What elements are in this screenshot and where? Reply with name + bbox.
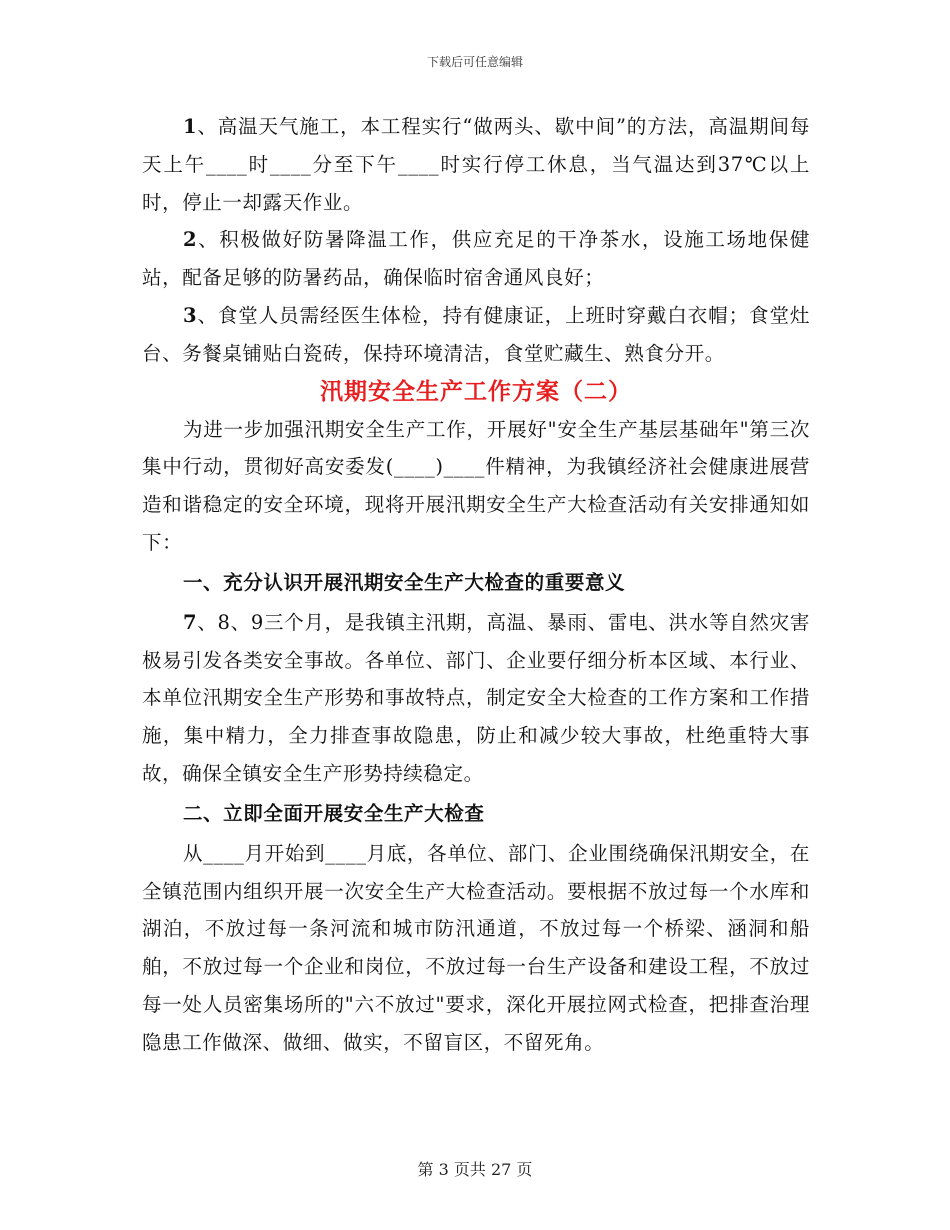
intro-paragraph: 为进一步加强汛期安全生产工作，开展好"安全生产基层基础年"第三次集中行动，贯彻好高安委发(____)____件精神，为我镇经济社会健康进展营造和谐稳定的安全环境，现将开展汛期安全生产大检查活动有关安排通知如下： [142,417,810,554]
item-text: 、食堂人员需经医生体检，持有健康证，上班时穿戴白衣帽；食堂灶台、务餐桌铺贴白瓷砖，保持环境清洁，食堂贮藏生、熟食分开。 [142,303,810,365]
significance-paragraph [142,604,810,793]
item-text: 、高温天气施工，本工程实行“做两头、歇中间”的方法，高温期间每天上午____时____分至下午____时实行停工休息，当气温达到37℃以上时，停止一却露天作业。 [142,115,810,214]
heading-significance: 一、充分认识开展汛期安全生产大检查的重要意义 [182,570,626,594]
section-title: 汛期安全生产工作方案（二） [320,378,632,405]
heading-inspection: 二、立即全面开展安全生产大检查 [182,801,485,825]
item-number: 2 [182,228,198,252]
list-item-1 [142,108,810,221]
item-text: 、积极做好防暑降温工作，供应充足的干净茶水，设施工场地保健站，配备足够的防暑药品，确保临时宿舍通风良好； [142,228,810,290]
paragraph-number: 7 [182,610,198,634]
item-number: 1 [182,115,198,138]
list-item-2 [142,221,810,297]
list-item-3 [142,297,810,373]
page-footer: 第 3 页共 27 页 [417,1160,533,1179]
paragraph-text: 、8、9三个月，是我镇主汛期，高温、暴雨、雷电、洪水等自然灾害极易引发各类安全事故。各单位、部门、企业要仔细分析本区域、本行业、本单位汛期安全生产形势和事故特点，制定安全大检查的工作方案和工作措施，集中精力，全力排查事故隐患，防止和减少较大事故，杜绝重特大事故，确保全镇安全生产形势持续稳定。 [142,610,810,785]
document-body [142,108,810,1062]
item-number: 3 [182,303,198,327]
page-header: 下载后可任意编辑 [426,55,523,69]
inspection-paragraph: 从____月开始到____月底，各单位、部门、企业围绕确保汛期安全，在全镇范围内组织开展一次安全生产大检查活动。要根据不放过每一个水库和湖泊，不放过每一条河流和城市防汛通道，不放过每一个桥梁、涵洞和船舶，不放过每一个企业和岗位，不放过每一台生产设备和建设工程，不放过每一处人员密集场所的"六不放过"要求，深化开展拉网式检查，把排查治理隐患工作做深、做细、做实，不留盲区，不留死角。 [142,841,810,1054]
